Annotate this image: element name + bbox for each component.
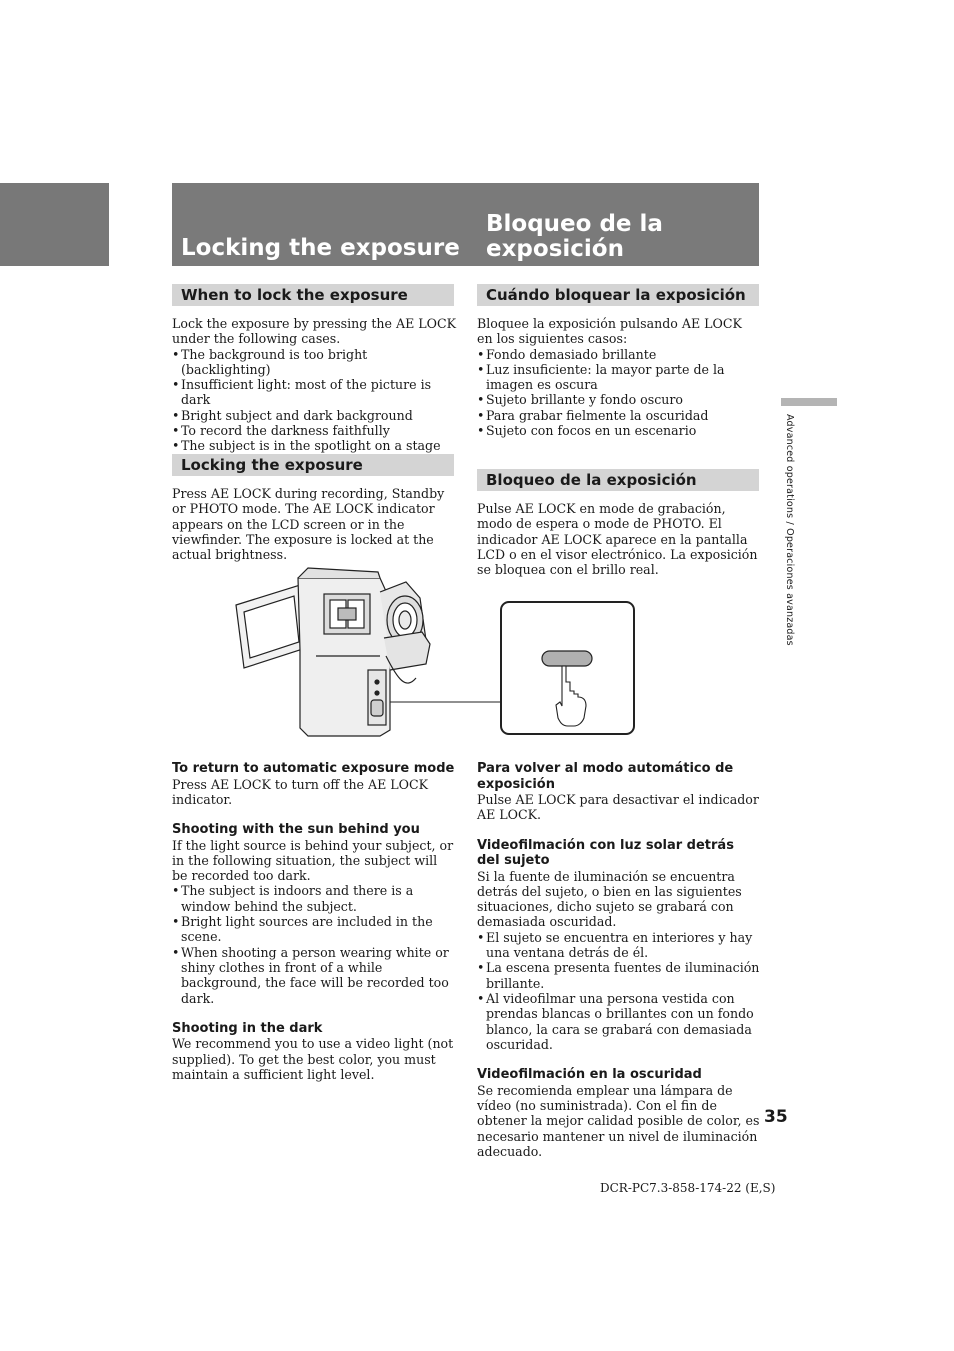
sun-heading-en: Shooting with the sun behind you	[172, 822, 420, 838]
list-item: • The subject is in the spotlight on a stage	[172, 438, 456, 453]
locking-paragraph-en: Press AE LOCK during recording, Standby or PHOTO mode. The AE LOCK indicator appears on the LCD screen or in the viewfinder. The exposure is locked at the actual brightness.	[172, 486, 445, 563]
sun-intro-en: If the light source is behind your subject, or in the following situation, the subject will be recorded too dark.	[172, 837, 454, 884]
list-item: • Sujeto brillante y fondo oscuro	[477, 392, 761, 407]
list-item: • La escena presenta fuentes de iluminación brillante.	[477, 960, 761, 991]
section-heading-locking-es: Bloqueo de la exposición	[477, 469, 759, 491]
return-text-es: Pulse AE LOCK para desactivar el indicador AE LOCK.	[477, 792, 759, 823]
when-intro-es: Bloquee la exposición pulsando AE LOCK en los siguientes casos:	[477, 316, 742, 347]
chapter-tab	[0, 183, 109, 266]
ae-lock-button-icon	[542, 651, 592, 666]
page-title-es-line2: exposición	[486, 236, 624, 262]
return-heading-es: Para volver al modo automático de exposición	[477, 761, 734, 792]
dark-text-es: Se recomienda emplear una lámpara de vídeo (no suministrada). Con el fin de obtener la mejor calidad posible de color, es necesario mantener un nivel de iluminación adecuado.	[477, 1082, 760, 1159]
list-item: • When shooting a person wearing white or shiny clothes in front of a while background, the face will be recorded too dark.	[172, 945, 456, 1006]
dark-heading-es: Videofilmación en la oscuridad	[477, 1067, 702, 1083]
section-heading-when-en: When to lock the exposure	[172, 284, 454, 306]
list-item: • Fondo demasiado brillante	[477, 347, 761, 362]
locking-paragraph-es: Pulse AE LOCK en mode de grabación, modo de espera o mode de PHOTO. El indicador AE LOCK aparece en la pantalla LCD o en el visor electrónico. La exposición se bloquea con el brillo real.	[477, 501, 758, 578]
model-code: DCR-PC7.3-858-174-22 (E,S)	[600, 1181, 776, 1195]
list-item: • To record the darkness faithfully	[172, 423, 456, 438]
side-marker-bar	[781, 398, 837, 406]
list-item: • El sujeto se encuentra en interiores y hay una ventana detrás de él.	[477, 930, 761, 961]
sun-heading-es: Videofilmación con luz solar detrás del sujeto	[477, 837, 734, 869]
list-item: • Al videofilmar una persona vestida con prendas blancas o brillantes con un fondo blanco, la cara se grabará con demasiada oscuridad.	[477, 991, 761, 1052]
when-section-es	[477, 316, 761, 438]
dark-text-en: We recommend you to use a video light (not supplied). To get the best color, you must maintain a sufficient light level.	[172, 1036, 454, 1082]
sun-intro-es: Si la fuente de iluminación se encuentra detrás del sujeto, o bien en las siguientes situaciones, dicho sujeto se grabará con demasiada oscuridad.	[477, 868, 742, 930]
when-intro-en: Lock the exposure by pressing the AE LOCK under the following cases.	[172, 316, 457, 347]
sun-list-en	[172, 883, 456, 1005]
list-item: • The subject is indoors and there is a window behind the subject.	[172, 883, 456, 914]
title-banner	[172, 183, 759, 266]
list-item: • Bright light sources are included in the scene.	[172, 914, 456, 945]
list-item: • Bright subject and dark background	[172, 408, 456, 423]
when-section-en	[172, 316, 456, 454]
locking-text-en	[172, 486, 456, 562]
when-list-es	[477, 347, 761, 439]
dark-heading-en: Shooting in the dark	[172, 1020, 323, 1036]
list-item: • Sujeto con focos en un escenario	[477, 423, 761, 438]
section-heading-locking-en: Locking the exposure	[172, 454, 454, 476]
sun-list-es	[477, 930, 761, 1052]
return-text-en: Press AE LOCK to turn off the AE LOCK indicator.	[172, 776, 429, 807]
page-number: 35	[764, 1107, 788, 1127]
list-item: • Luz insuficiente: la mayor parte de la imagen es oscura	[477, 362, 761, 393]
lower-section-en	[172, 761, 456, 1082]
return-heading-en: To return to automatic exposure mode	[172, 761, 455, 776]
lower-section-es	[477, 761, 761, 1159]
section-heading-when-es: Cuándo bloquear la exposición	[477, 284, 759, 306]
page-title-en: Locking the exposure	[181, 235, 460, 261]
section-side-label: Advanced operations / Operaciones avanzadas	[784, 414, 795, 646]
list-item: • Insufficient light: most of the picture is dark	[172, 377, 456, 408]
camcorder-illustration	[230, 560, 650, 745]
list-item: • The background is too bright (backlighting)	[172, 347, 456, 378]
page-title-es-line1: Bloqueo de la	[486, 211, 663, 237]
when-list-en	[172, 347, 456, 454]
list-item: • Para grabar fielmente la oscuridad	[477, 408, 761, 423]
